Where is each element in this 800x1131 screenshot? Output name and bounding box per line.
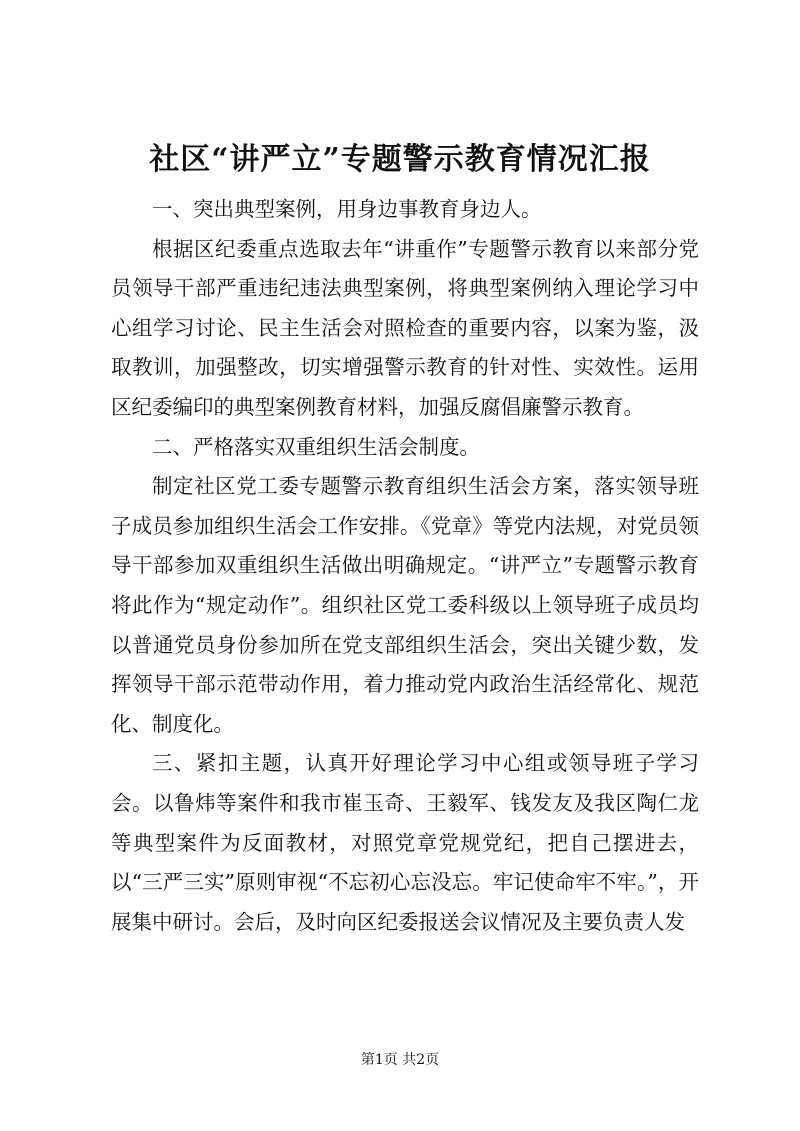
paragraph-3: 三、紧扣主题，认真开好理论学习中心组或领导班子学习会。以鲁炜等案件和我市崔玉奇、王毅军、钱发友及我区陶仁龙等典型案件为反面教材，对照党章党规党纪，把自己摆进去，以“三严三实”原则审视“不忘初心忘没忘。牢记使命牢不牢。”，开展集中研讨。会后，及时向区纪委报送会议情况及主要负责人发	[111, 751, 699, 934]
document-title: 社区“讲严立”专题警示教育情况汇报	[149, 142, 651, 177]
paragraph-2: 制定社区党工委专题警示教育组织生活会方案，落实领导班子成员参加组织生活会工作安排。《党章》等党内法规，对党员领导干部参加双重组织生活做出明确规定。“讲严立”专题警示教育将此作为“规定动作”。组织社区党工委科级以上领导班子成员均以普通党员身份参加所在党支部组织生活会，突出关键少数，发挥领导干部示范带动作用，着力推动党内政治生活经常化、规范化、制度化。	[111, 474, 699, 736]
section-heading-2: 二、严格落实双重组织生活会制度。	[152, 434, 480, 459]
paragraph-1: 根据区纪委重点选取去年“讲重作”专题警示教育以来部分党员领导干部严重违纪违法典型案例，将典型案例纳入理论学习中心组学习讨论、民主生活会对照检查的重要内容，以案为鉴，汲取教训，加强整改，切实增强警示教育的针对性、实效性。运用区纪委编印的典型案例教育材料，加强反腐倡廉警示教育。	[111, 236, 699, 419]
section-heading-1: 一、突出典型案例，用身边事教育身边人。	[152, 197, 542, 221]
document-body	[111, 190, 699, 942]
page-number-footer: 第1页 共2页	[360, 1052, 440, 1068]
